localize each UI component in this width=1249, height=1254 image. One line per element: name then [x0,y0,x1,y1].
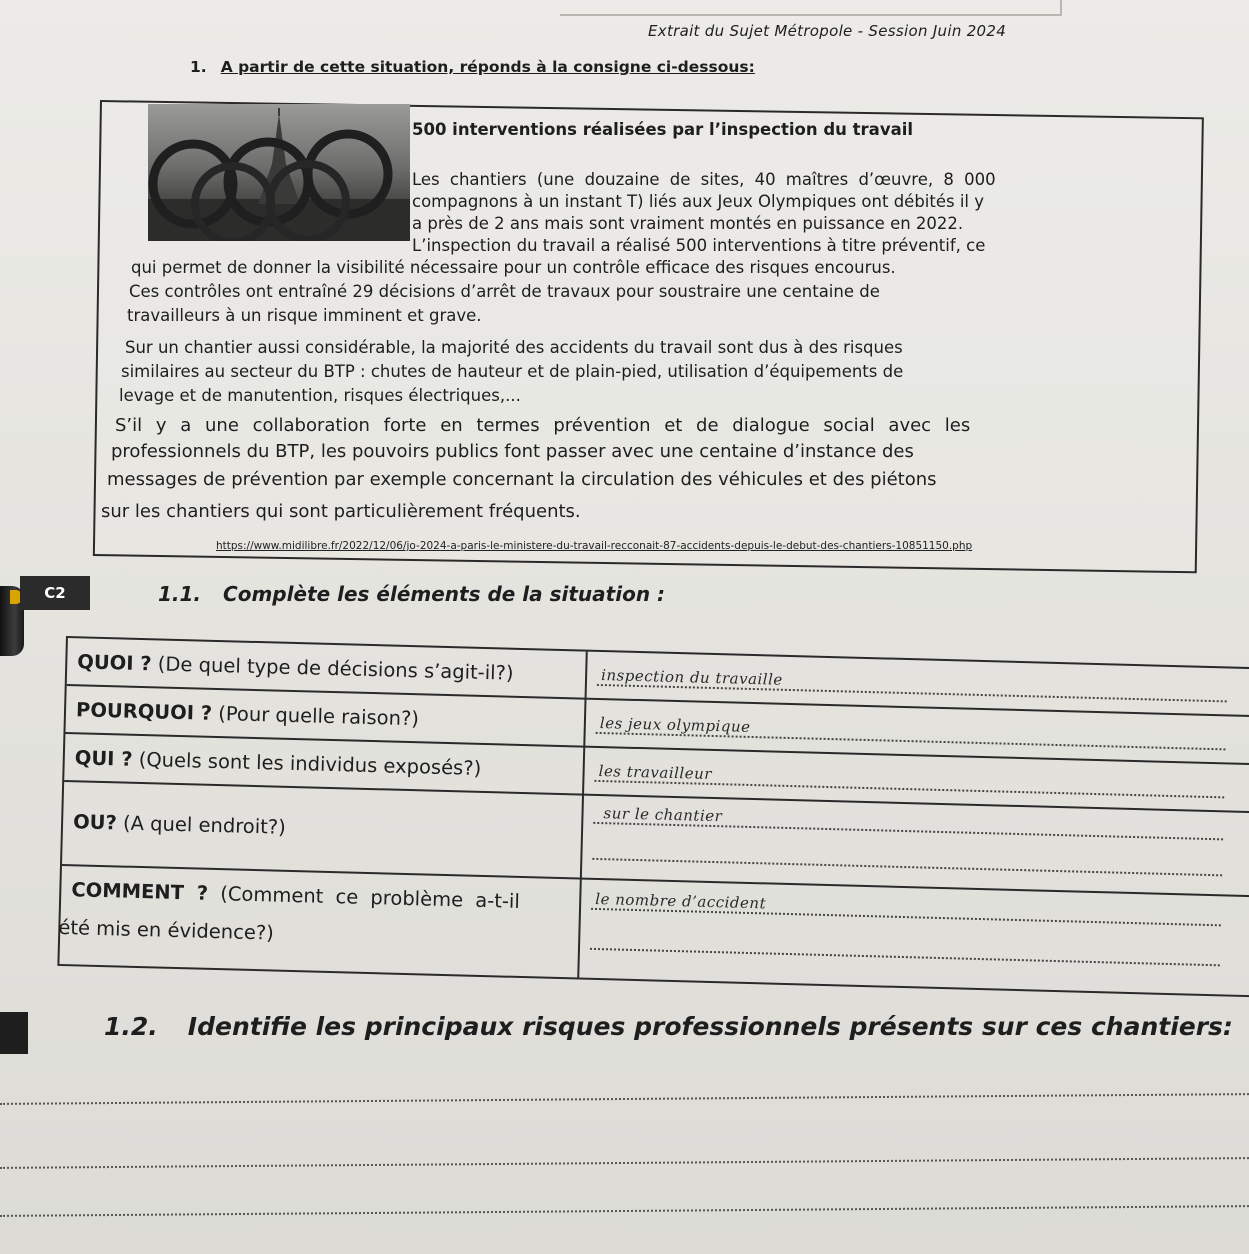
article-line: messages de prévention par exemple concernant la circulation des véhicules et des piétons [107,469,937,490]
handwritten-answer: les travailleur [598,761,713,783]
handwritten-answer: le nombre d’accident [595,889,767,913]
article-line: travailleurs à un risque imminent et grave. [127,306,482,325]
article-line: levage et de manutention, risques électriques,... [119,386,521,405]
handwritten-answer: inspection du travaille [600,666,784,689]
question-1-2-number: 1.2. [104,1012,158,1041]
article-line: professionnels du BTP, les pouvoirs publics font passer avec une centaine d’instance des [111,441,914,462]
article-line: S’il y a une collaboration forte en termes prévention et de dialogue social avec les [115,415,971,436]
row-key: OU? [72,810,118,835]
article-line: Sur un chantier aussi considérable, la majorité des accidents du travail sont dus à des risques [125,338,903,357]
article-title: 500 interventions réalisées par l’inspection du travail [412,120,914,139]
olympic-rings-eiffel-tower-photo [148,104,410,241]
situation-table [57,636,1249,997]
row-key: QUOI ? [77,650,152,676]
question-1-number: 1. [190,58,207,76]
question-1-2 [104,1012,1233,1041]
row-hint: (Pour quelle raison?) [217,702,420,731]
page-header: Extrait du Sujet Métropole - Session Juin 2024 [648,22,1007,40]
answer-line[interactable] [0,1093,1249,1105]
competency-marker [0,1012,28,1054]
article-line: compagnons à un instant T) liés aux Jeux Olympiques ont débités il y [412,192,985,211]
table-row-label [76,698,419,730]
answer-line[interactable] [591,908,1221,926]
question-1-1 [158,582,665,606]
table-row-label [77,650,514,684]
table-row-label [75,746,482,780]
table-row-label [71,878,520,913]
answer-line[interactable] [592,858,1222,876]
answer-line[interactable] [0,1157,1249,1169]
handwritten-answer: sur le chantier [603,804,723,826]
page-edge-frame [560,0,1062,16]
article-line: sur les chantiers qui sont particulièrement fréquents. [101,501,581,522]
question-1-1-title: Complète les éléments de la situation : [223,582,666,606]
article-line: Ces contrôles ont entraîné 29 décisions d’arrêt de travaux pour soustraire une centaine de [129,282,880,301]
handwritten-answer: les jeux olympique [599,714,751,736]
table-column-divider [577,652,588,978]
question-1 [190,58,755,76]
source-link[interactable]: https://www.midilibre.fr/2022/12/06/jo-2024-a-paris-le-ministere-du-travail-recconait-87-accidents-depuis-le-debut-des-chantiers-10851150.php [216,540,973,552]
question-1-1-number: 1.1. [158,582,202,606]
article-line: Les chantiers (une douzaine de sites, 40 maîtres d’œuvre, 8 000 [412,170,996,189]
answer-line[interactable] [590,948,1220,966]
table-row-label [73,810,286,839]
answer-line[interactable] [593,822,1223,840]
article-line: a près de 2 ans mais sont vraiment montés en puissance en 2022. [412,214,964,233]
row-key: QUI ? [74,746,133,771]
row-hint: (Quels sont les individus exposés?) [138,747,482,780]
answer-line[interactable] [0,1205,1249,1217]
row-hint: (A quel endroit?) [122,811,287,839]
question-1-2-text: Identifie les principaux risques professionnels présents sur ces chantiers: [187,1012,1233,1041]
row-key: POURQUOI ? [75,698,213,725]
article-line: L’inspection du travail a réalisé 500 interventions à titre préventif, ce [412,236,986,255]
row-hint: (Comment ce problème a-t-il [219,882,521,913]
article-line: similaires au secteur du BTP : chutes de hauteur et de plain-pied, utilisation d’équipements de [121,362,904,381]
row-hint: (De quel type de décisions s’agit-il?) [157,652,514,685]
question-1-text: A partir de cette situation, réponds à la consigne ci-dessous: [220,58,755,76]
row-hint-continued: été mis en évidence?) [58,915,275,945]
row-key: COMMENT ? [71,878,209,905]
article-line: qui permet de donner la visibilité nécessaire pour un contrôle efficace des risques encourus. [131,258,896,277]
competency-badge: C2 [20,576,90,610]
